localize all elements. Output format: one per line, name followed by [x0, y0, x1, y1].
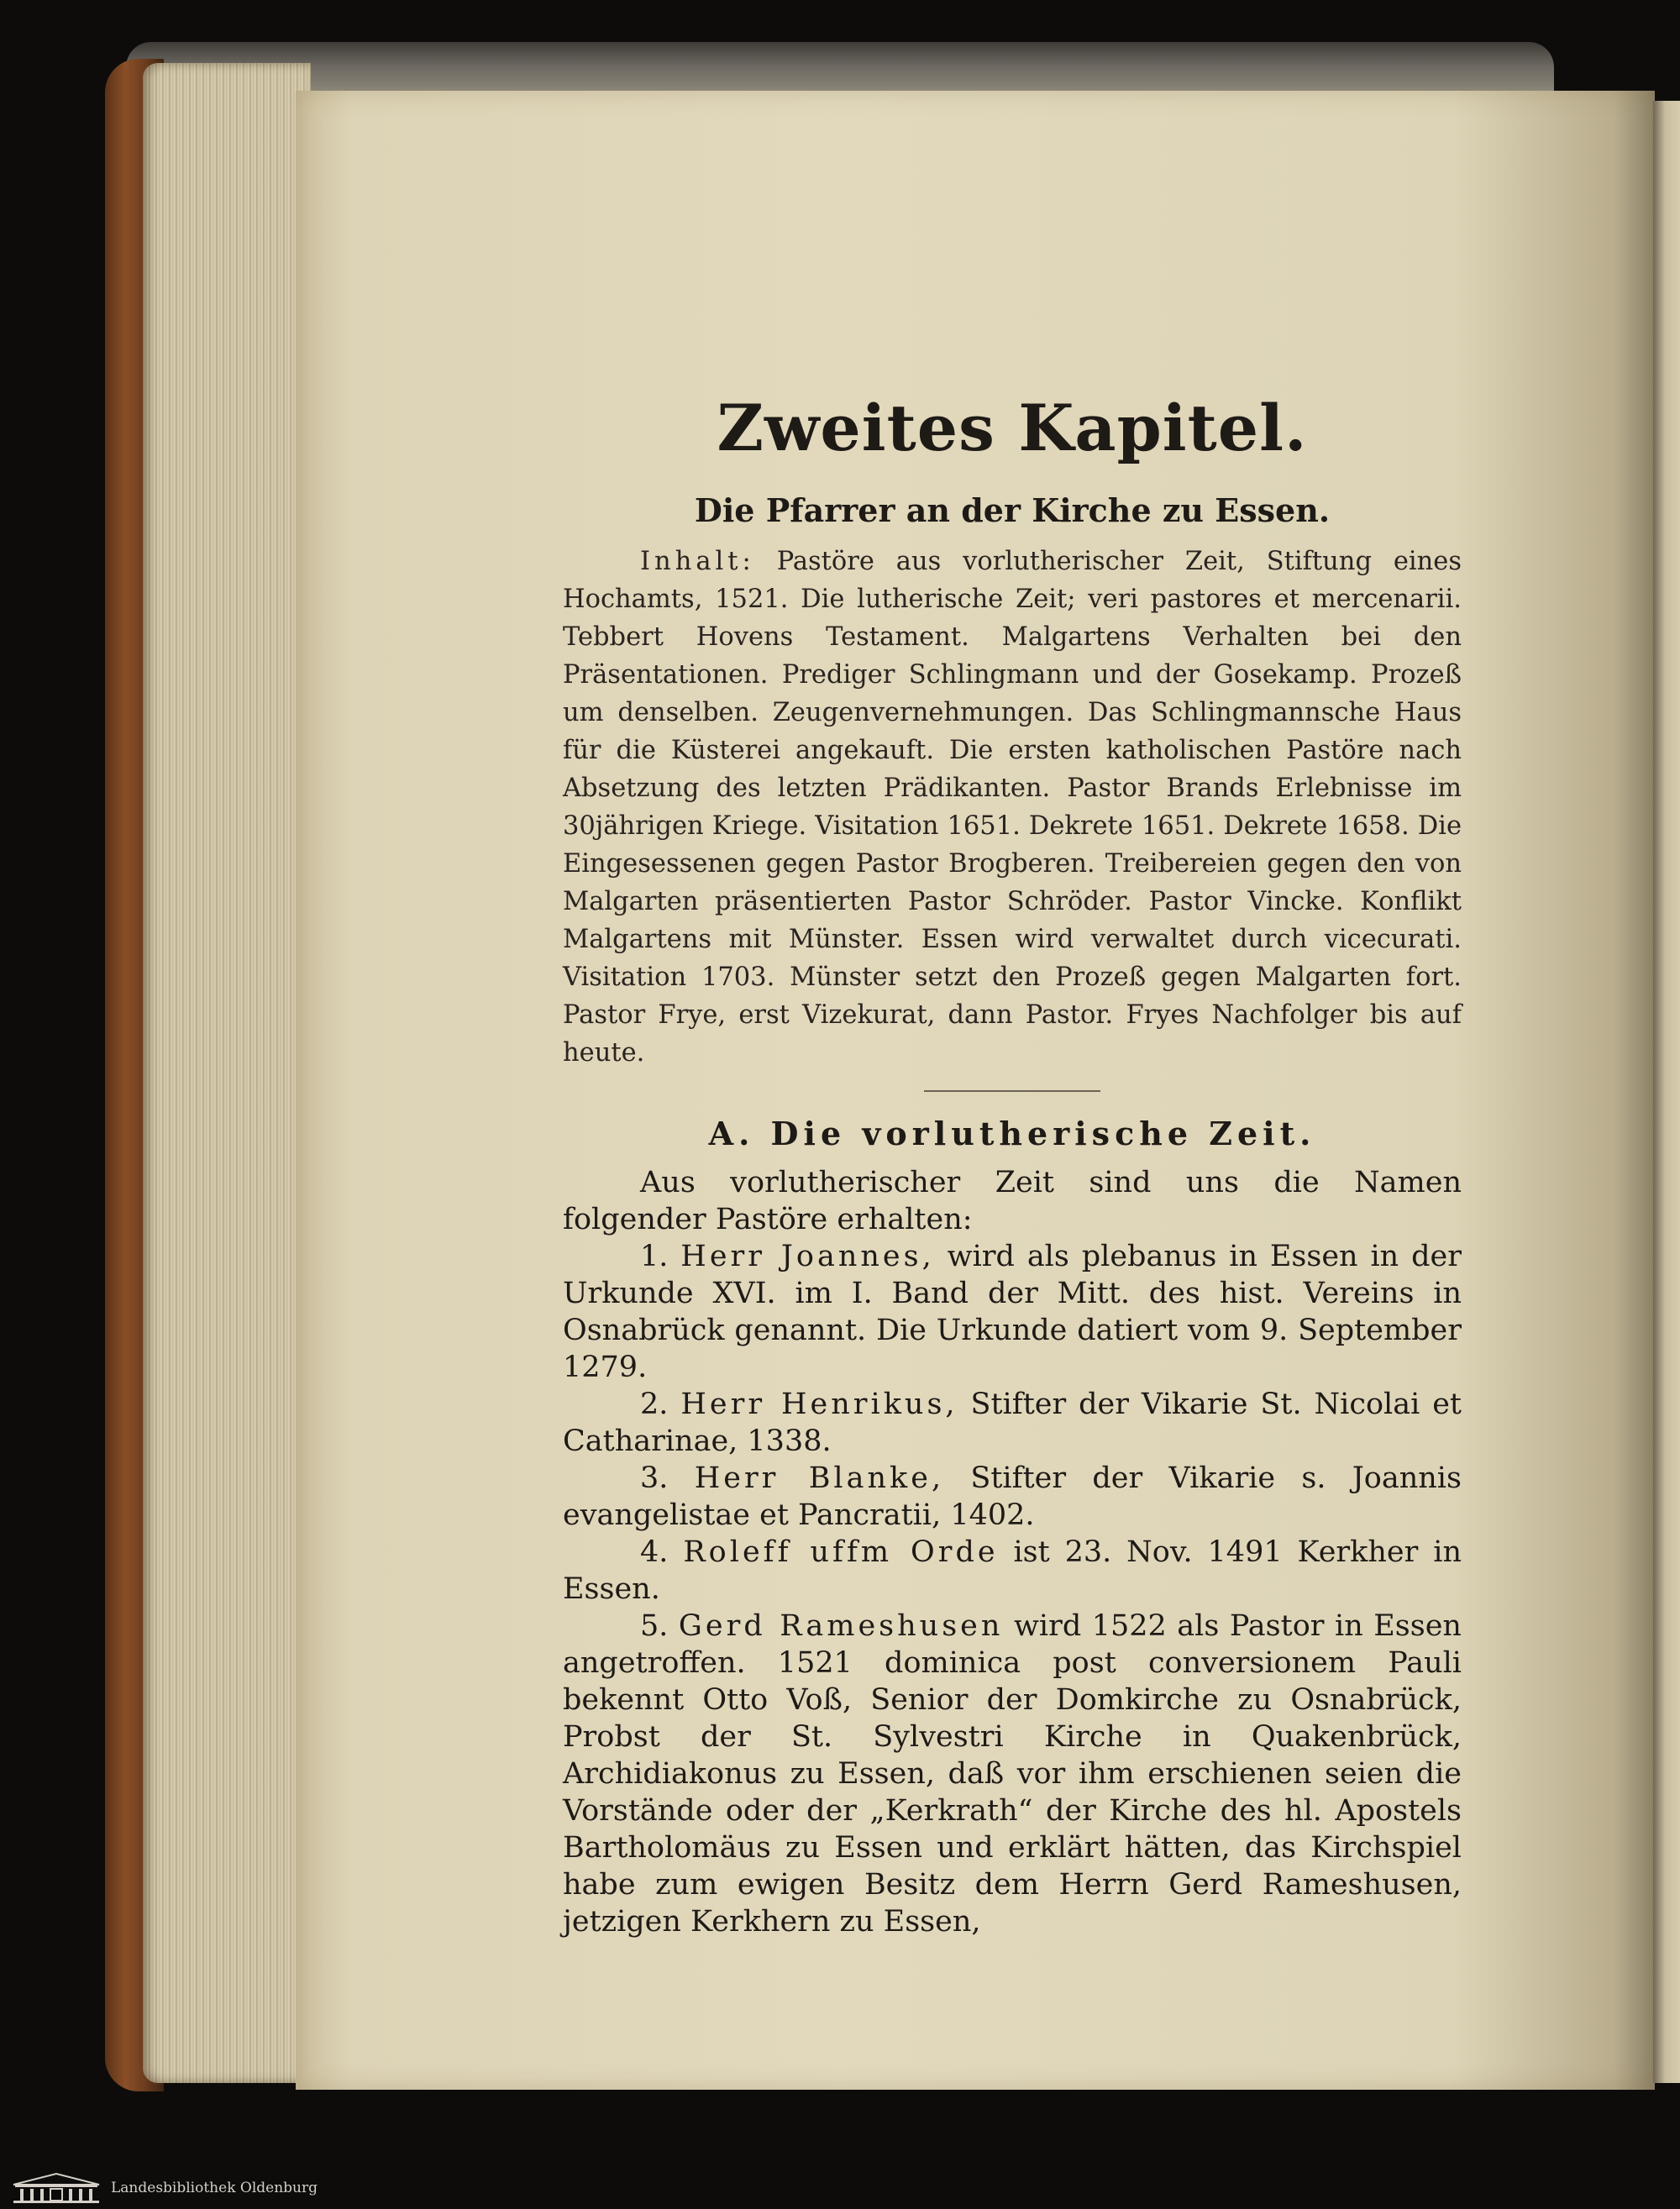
item-text: Stifter der Vikarie s. Joannis evangelistae et Pancratii, 1402.: [563, 1461, 1462, 1532]
page-text: [563, 386, 1462, 1940]
item-number: 4.: [640, 1535, 669, 1569]
item-text: ist 23. Nov. 1491 Kerkher in Essen.: [563, 1535, 1462, 1606]
chapter-subtitle: Die Pfarrer an der Kirche zu Essen.: [694, 491, 1331, 529]
item-text: Stifter der Vikarie St. Nicolai et Catharinae, 1338.: [563, 1388, 1462, 1458]
list-item: [563, 1238, 1462, 1386]
chapter-title: Zweites Kapitel.: [717, 391, 1308, 465]
item-name: Herr Henrikus,: [680, 1388, 958, 1421]
item-name: Gerd Rameshusen: [678, 1609, 1004, 1643]
summary-label: Inhalt:: [640, 547, 755, 576]
item-text: wird als plebanus in Essen in der Urkunde XVI. im I. Band der Mitt. des hist. Vereins in Osnabrück genannt. Die Urkunde datiert vom 9. September 1279.: [563, 1240, 1462, 1384]
list-item: [563, 1460, 1462, 1534]
item-number: 2.: [640, 1388, 669, 1421]
library-building-icon: [10, 2171, 102, 2205]
item-number: 1.: [640, 1240, 669, 1273]
item-name: Herr Blanke,: [694, 1461, 945, 1495]
list-item: [563, 1386, 1462, 1460]
item-name: Roleff uffm Orde: [683, 1535, 999, 1569]
summary-text: Pastöre aus vorlutherischer Zeit, Stiftung eines Hochamts, 1521. Die lutherische Zeit; veri pastores et mercenarii. Tebbert Hovens Testament. Malgartens Verhalten bei den Präsentationen. Prediger Schlingmann und der Gosekamp. Prozeß um denselben. Zeugenvernehmungen. Das Schlingmannsche Haus für die Küsterei angekauft. Die ersten katholischen Pastöre nach Absetzung des letzten Prädikanten. Pastor Brands Erlebnisse im 30jährigen Kriege. Visitation 1651. Dekrete 1651. Dekrete 1658. Die Eingesessenen gegen Pastor Brogberen. Treibereien gegen den von Malgarten präsentierten Pastor Schröder. Pastor Vincke. Konflikt Malgartens mit Münster. Essen wird verwaltet durch vicecurati. Visitation 1703. Münster setzt den Prozeß gegen Malgarten fort. Pastor Frye, erst Vizekurat, dann Pastor. Fryes Nachfolger bis auf heute.: [563, 547, 1462, 1068]
item-name: Herr Joannes,: [680, 1240, 935, 1273]
footer-bar: [0, 2167, 1680, 2209]
item-text: wird 1522 als Pastor in Essen angetroffen. 1521 dominica post conversionem Pauli bekennt Otto Voß, Senior der Domkirche zu Osnabrück, Probst der St. Sylvestri Kirche in Quakenbrück, Archidiakonus zu Essen, daß vor ihm erschienen seien die Vorstände oder der „Kerkrath“ der Kirche des hl. Apostels Bartholomäus zu Essen und erklärt hätten, das Kirchspiel habe zum ewigen Besitz dem Herrn Gerd Rameshusen, jetzigen Kerkhern zu Essen,: [563, 1609, 1462, 1939]
page-edges: [143, 63, 311, 2083]
chapter-summary: [563, 543, 1462, 1072]
section-divider: [924, 1090, 1100, 1092]
library-name: Landesbibliothek Oldenburg: [111, 2180, 318, 2196]
facing-page-edge: [1653, 101, 1680, 2083]
list-item: [563, 1534, 1462, 1608]
intro-paragraph: Aus vorlutherischer Zeit sind uns die Namen folgender Pastöre erhalten:: [563, 1166, 1462, 1236]
section-heading: A. Die vorlutherische Zeit.: [708, 1115, 1316, 1152]
section-body: [563, 1164, 1462, 1940]
book-cover-top: [126, 42, 1554, 92]
item-number: 3.: [640, 1461, 669, 1495]
list-item: [563, 1608, 1462, 1940]
item-number: 5.: [640, 1609, 669, 1643]
